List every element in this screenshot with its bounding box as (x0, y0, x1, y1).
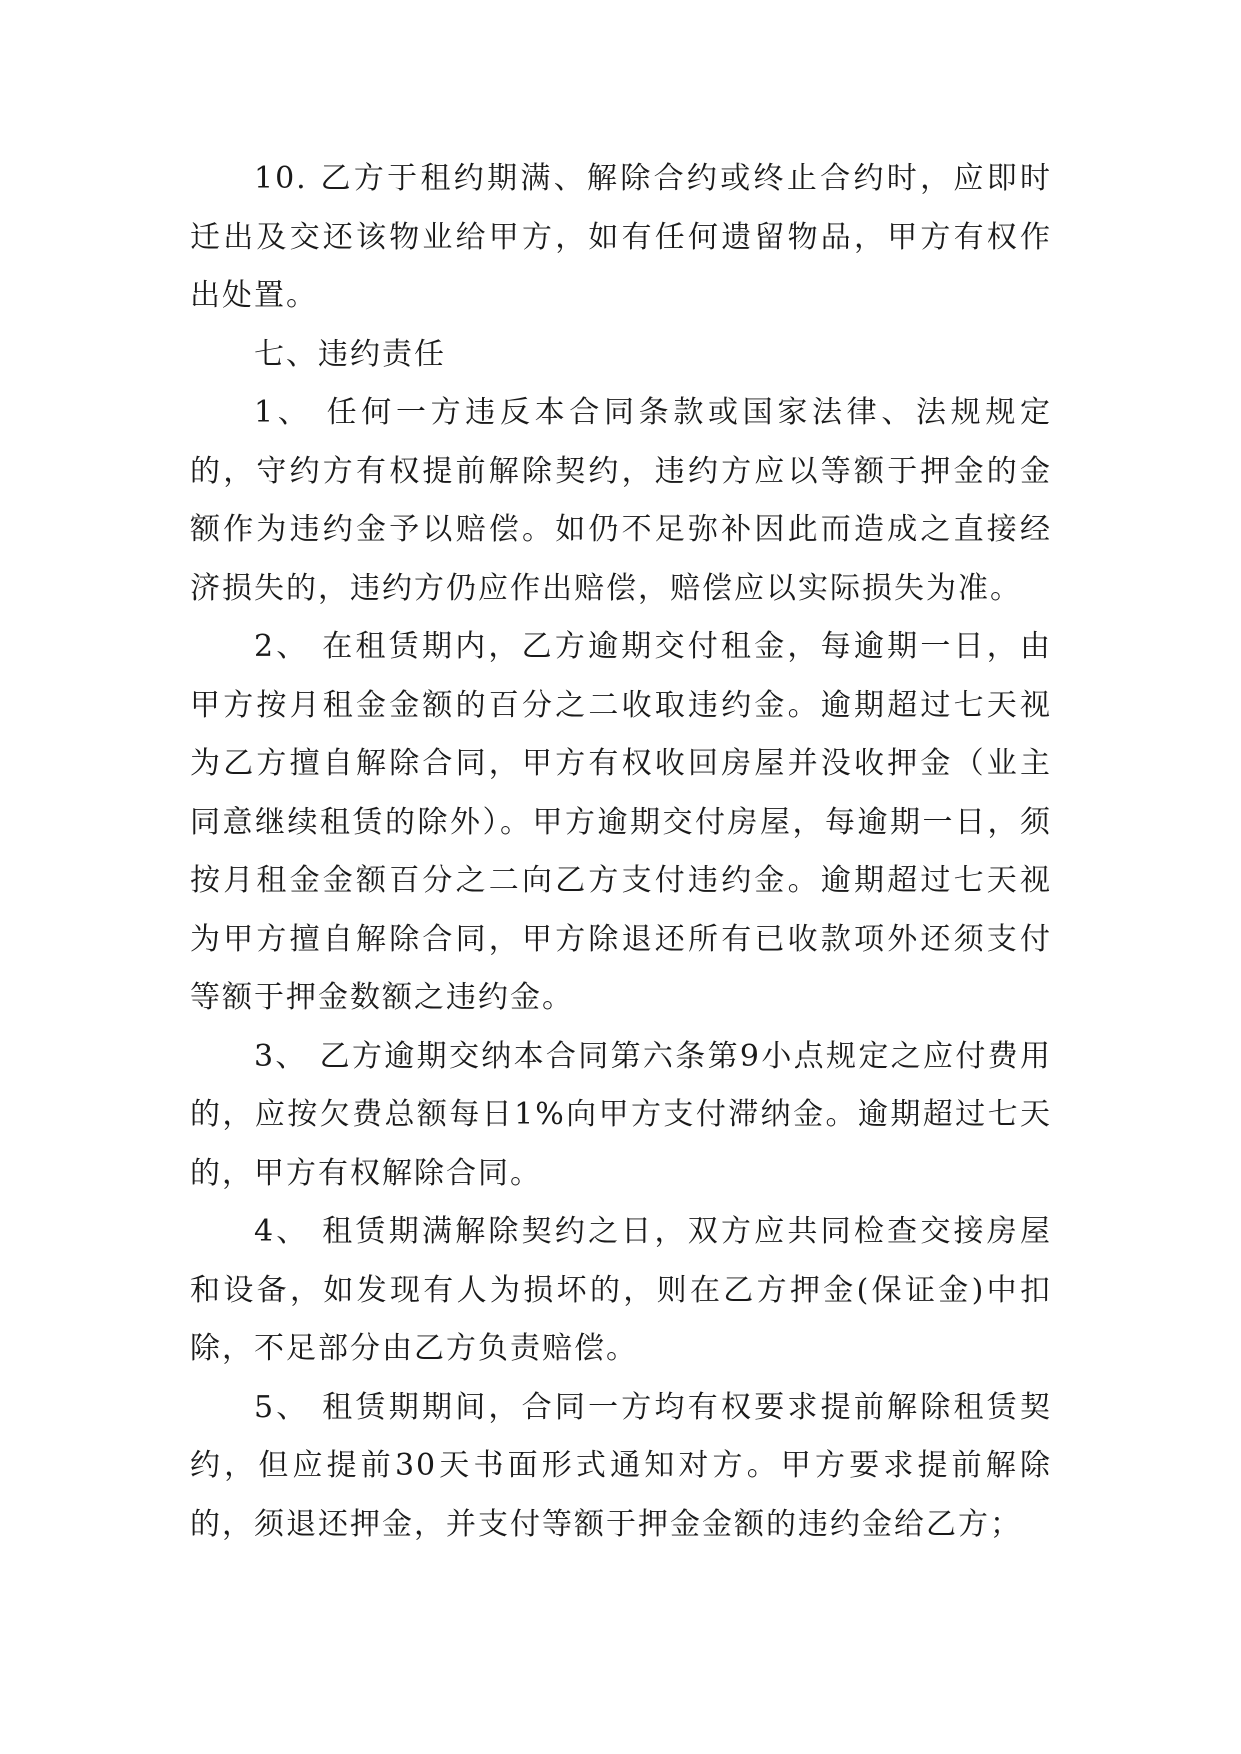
clause-4-handover-inspection: 4、 租赁期满解除契约之日，双方应共同检查交接房屋和设备，如发现有人为损坏的，则在乙方押金(保证金)中扣除，不足部分由乙方负责赔偿。 (190, 1214, 1052, 1366)
clause-3-late-fees: 3、 乙方逾期交纳本合同第六条第9小点规定之应付费用的，应按欠费总额每日1%向甲方支付滞纳金。逾期超过七天的，甲方有权解除合同。 (190, 1038, 1052, 1191)
clause-10-move-out: 10. 乙方于租约期满、解除合约或终止合约时，应即时迁出及交还该物业给甲方，如有任何遗留物品，甲方有权作出处置。 (190, 161, 1052, 313)
clause-5-early-termination: 5、 租赁期期间，合同一方均有权要求提前解除租赁契约，但应提前30天书面形式通知对方。甲方要求提前解除的，须退还押金，并支付等额于押金金额的违约金给乙方； (190, 1389, 1052, 1542)
section-heading-breach-liability: 七、违约责任 (254, 336, 446, 372)
clause-1-breach-penalty: 1、 任何一方违反本合同条款或国家法律、法规规定的，守约方有权提前解除契约，违约方应以等额于押金的金额作为违约金予以赔偿。如仍不足弥补因此而造成之直接经济损失的，违约方仍应作出赔偿，赔偿应以实际损失为准。 (190, 395, 1052, 606)
document-body (190, 150, 1052, 1554)
clause-2-late-payment: 2、 在租赁期内，乙方逾期交付租金，每逾期一日，由甲方按月租金金额的百分之二收取违约金。逾期超过七天视为乙方擅自解除合同，甲方有权收回房屋并没收押金（业主同意继续租赁的除外）。甲方逾期交付房屋，每逾期一日，须按月租金金额百分之二向乙方支付违约金。逾期超过七天视为甲方擅自解除合同，甲方除退还所有已收款项外还须支付等额于押金数额之违约金。 (190, 629, 1052, 1015)
